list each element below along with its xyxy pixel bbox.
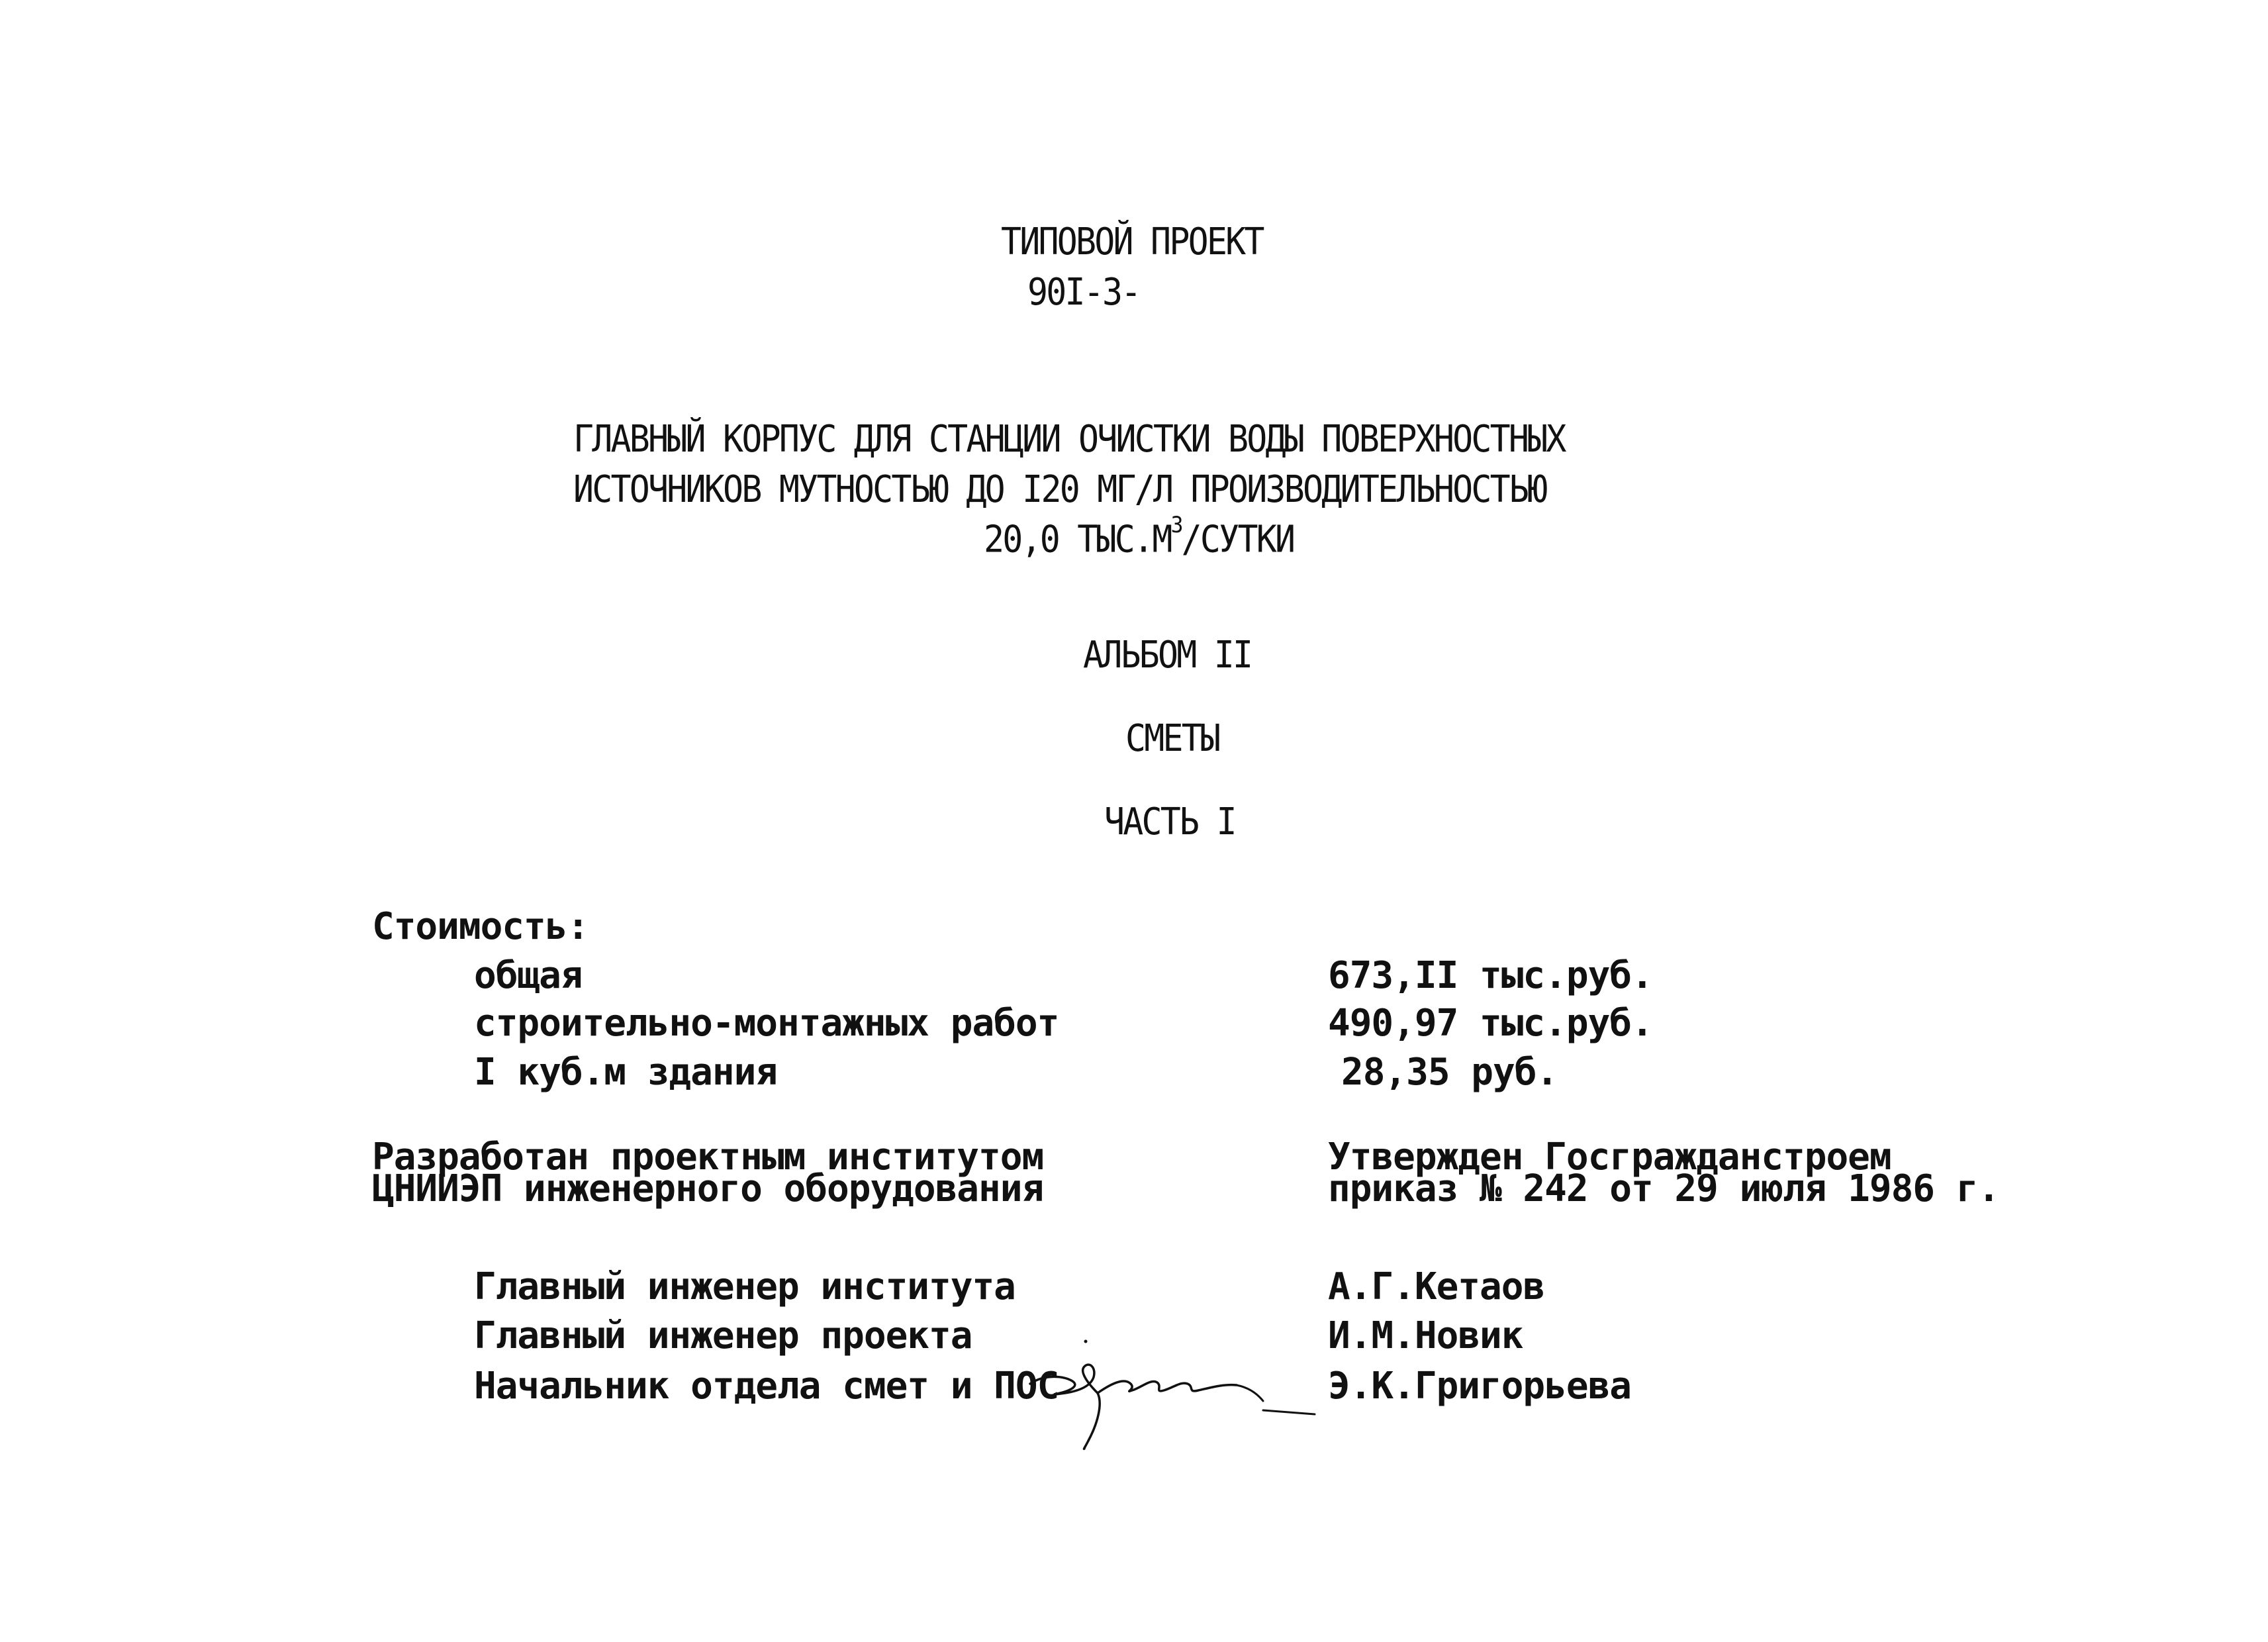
approval-line-1: Утвержден Госгражданстроем <box>1328 1135 1891 1179</box>
part-label: ЧАСТЬ I <box>1104 800 1235 844</box>
album-label: АЛЬБОМ II <box>1083 634 1252 677</box>
title-line-1: ГЛАВНЫЙ КОРПУС ДЛЯ СТАНЦИИ ОЧИСТКИ ВОДЫ ПОВЕРХНОСТНЫХ <box>573 418 1565 461</box>
title-line-3-prefix: 20,0 ТЫС.М <box>984 518 1171 561</box>
project-number: 90I-3- <box>1027 271 1140 314</box>
developer-line-2: ЦНИИЭП инженерного оборудования <box>372 1167 1044 1210</box>
cost-item-label: I куб.м здания <box>474 1051 778 1094</box>
cost-item-label: общая <box>474 954 583 997</box>
approval-line-2: приказ № 242 от 29 июля 1986 г. <box>1328 1167 2000 1210</box>
handwritten-signature <box>1025 1337 1329 1457</box>
title-line-2: ИСТОЧНИКОВ МУТНОСТЬЮ ДО I20 МГ/Л ПРОИЗВОДИТЕЛЬНОСТЬЮ <box>573 468 1546 511</box>
title-line-3-superscript: 3 <box>1170 512 1182 538</box>
title-line-3 <box>984 512 1294 561</box>
cost-item-value: 490,97 тыс.руб. <box>1328 1002 1653 1045</box>
signatory-role: Начальник отдела смет и ПОС <box>474 1365 1059 1408</box>
signatory-name: Э.К.Григорьева <box>1328 1365 1632 1408</box>
signatory-name: И.М.Новик <box>1328 1314 1523 1357</box>
signatory-role: Главный инженер института <box>474 1265 1016 1308</box>
section-label: СМЕТЫ <box>1125 717 1219 760</box>
cost-heading: Стоимость: <box>372 905 589 948</box>
signatory-role: Главный инженер проекта <box>474 1314 972 1357</box>
cost-item-value: 673,II тыс.руб. <box>1328 954 1653 997</box>
cost-item-label: строительно-монтажных работ <box>474 1002 1059 1045</box>
developer-line-1: Разработан проектным институтом <box>372 1135 1044 1179</box>
project-type: ТИПОВОЙ ПРОЕКТ <box>1001 220 1263 264</box>
cost-item-value: 28,35 руб. <box>1341 1051 1558 1094</box>
title-line-3-suffix: /СУТКИ <box>1181 518 1294 561</box>
signatory-name: А.Г.Кетаов <box>1328 1265 1545 1308</box>
